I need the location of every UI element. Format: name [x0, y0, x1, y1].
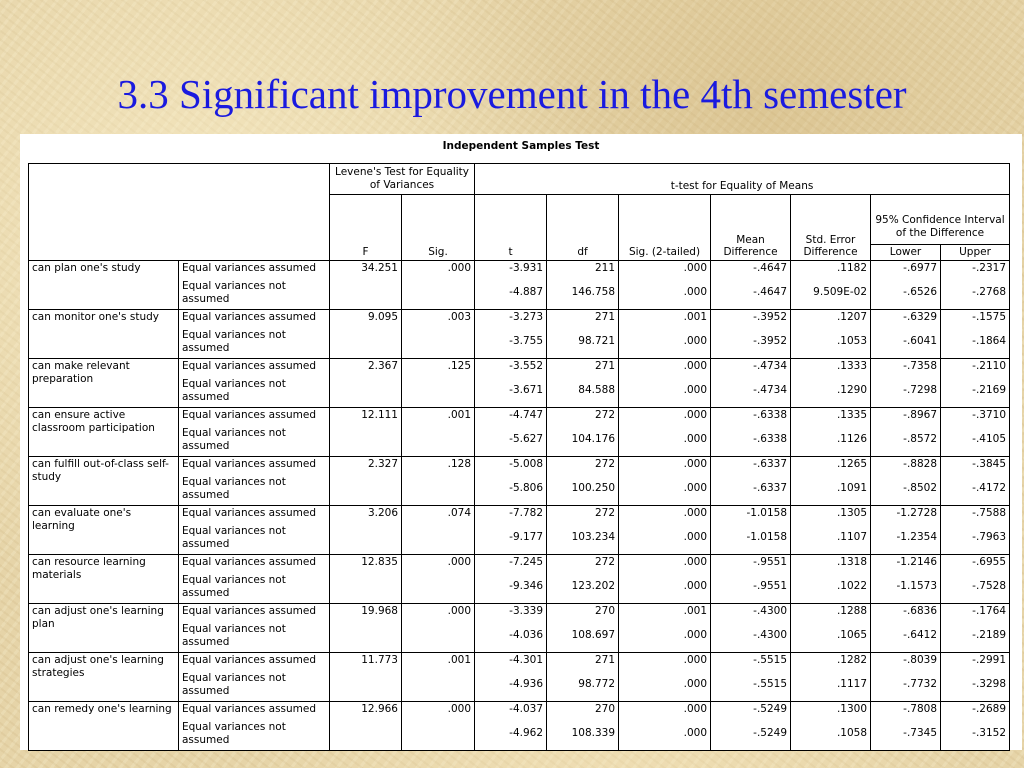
- table-row: [29, 604, 1010, 620]
- cell-se: .1091: [791, 473, 871, 506]
- cell-se: .1282: [791, 653, 871, 669]
- cell-sig2: .000: [619, 653, 711, 669]
- cell-lower: -.6329: [871, 310, 941, 326]
- cell-f-empty: [330, 473, 402, 506]
- cell-se: .1265: [791, 457, 871, 473]
- table-row: [29, 359, 1010, 375]
- cell-sig: .125: [402, 359, 475, 375]
- cell-sig2: .000: [619, 702, 711, 718]
- assumption-label: Equal variances assumed: [179, 555, 330, 571]
- cell-se: .1182: [791, 261, 871, 277]
- cell-t: -3.552: [475, 359, 547, 375]
- cell-df: 104.176: [547, 424, 619, 457]
- cell-upper: -.7963: [941, 522, 1010, 555]
- cell-sig: .000: [402, 261, 475, 277]
- cell-t: -3.273: [475, 310, 547, 326]
- assumption-label: Equal variances assumed: [179, 261, 330, 277]
- cell-df: 211: [547, 261, 619, 277]
- assumption-label: Equal variances assumed: [179, 702, 330, 718]
- table-row: [29, 261, 1010, 277]
- assumption-label: Equal variances not assumed: [179, 571, 330, 604]
- cell-df: 271: [547, 359, 619, 375]
- header-ci-group: [871, 195, 1010, 261]
- row-label: can remedy one's learning: [29, 702, 179, 751]
- cell-mean: -.3952: [711, 310, 791, 326]
- slide-title: 3.3 Significant improvement in the 4th semester: [117, 71, 907, 117]
- cell-df: 271: [547, 310, 619, 326]
- assumption-label: Equal variances assumed: [179, 359, 330, 375]
- row-label: can adjust one's learning strategies: [29, 653, 179, 702]
- cell-sig2: .001: [619, 310, 711, 326]
- cell-f: 11.773: [330, 653, 402, 669]
- cell-sig: .128: [402, 457, 475, 473]
- cell-sig2: .000: [619, 669, 711, 702]
- cell-sig-empty: [402, 571, 475, 604]
- row-label: can ensure active classroom participation: [29, 408, 179, 457]
- cell-mean: -1.0158: [711, 506, 791, 522]
- cell-f-empty: [330, 571, 402, 604]
- cell-sig-empty: [402, 375, 475, 408]
- cell-t: -5.008: [475, 457, 547, 473]
- cell-upper: -.3710: [941, 408, 1010, 424]
- cell-df: 108.697: [547, 620, 619, 653]
- header-upper: Upper: [959, 246, 991, 259]
- cell-upper: -.2189: [941, 620, 1010, 653]
- cell-mean: -.4734: [711, 359, 791, 375]
- header-sig: Sig.: [402, 195, 475, 261]
- cell-df: 100.250: [547, 473, 619, 506]
- cell-f: 2.367: [330, 359, 402, 375]
- cell-sig: .074: [402, 506, 475, 522]
- header-ttest-group: t-test for Equality of Means: [475, 164, 1010, 195]
- cell-upper: -.1575: [941, 310, 1010, 326]
- cell-upper: -.4172: [941, 473, 1010, 506]
- header-mean-difference: Mean Difference: [711, 195, 791, 261]
- cell-t: -7.245: [475, 555, 547, 571]
- table-row: [29, 310, 1010, 326]
- cell-mean: -.6337: [711, 457, 791, 473]
- cell-f: 9.095: [330, 310, 402, 326]
- cell-sig2: .000: [619, 408, 711, 424]
- assumption-label: Equal variances assumed: [179, 653, 330, 669]
- table-row: [29, 408, 1010, 424]
- cell-lower: -.8039: [871, 653, 941, 669]
- cell-lower: -.6041: [871, 326, 941, 359]
- cell-se: 9.509E-02: [791, 277, 871, 310]
- cell-upper: -.2991: [941, 653, 1010, 669]
- cell-mean: -.4647: [711, 261, 791, 277]
- cell-sig2: .000: [619, 457, 711, 473]
- cell-lower: -.8502: [871, 473, 941, 506]
- cell-se: .1318: [791, 555, 871, 571]
- cell-t: -3.671: [475, 375, 547, 408]
- cell-sig-empty: [402, 473, 475, 506]
- cell-sig-empty: [402, 424, 475, 457]
- cell-lower: -.7298: [871, 375, 941, 408]
- cell-t: -4.747: [475, 408, 547, 424]
- cell-se: .1058: [791, 718, 871, 751]
- cell-df: 272: [547, 555, 619, 571]
- cell-upper: -.2689: [941, 702, 1010, 718]
- cell-upper: -.2768: [941, 277, 1010, 310]
- cell-upper: -.7588: [941, 506, 1010, 522]
- cell-mean: -.4300: [711, 620, 791, 653]
- cell-sig-empty: [402, 326, 475, 359]
- table-heading: Independent Samples Test: [442, 140, 600, 152]
- cell-se: .1053: [791, 326, 871, 359]
- cell-f-empty: [330, 669, 402, 702]
- cell-upper: -.3845: [941, 457, 1010, 473]
- cell-se: .1300: [791, 702, 871, 718]
- cell-sig2: .000: [619, 473, 711, 506]
- cell-upper: -.7528: [941, 571, 1010, 604]
- header-ci-label: 95% Confidence Interval of the Difference: [875, 214, 1005, 240]
- cell-sig-empty: [402, 718, 475, 751]
- assumption-label: Equal variances assumed: [179, 604, 330, 620]
- header-t: t: [475, 195, 547, 261]
- cell-se: .1065: [791, 620, 871, 653]
- cell-t: -9.346: [475, 571, 547, 604]
- cell-mean: -.6337: [711, 473, 791, 506]
- cell-df: 146.758: [547, 277, 619, 310]
- cell-t: -3.339: [475, 604, 547, 620]
- cell-upper: -.1764: [941, 604, 1010, 620]
- header-df: df: [547, 195, 619, 261]
- row-label: can fulfill out-of-class self-study: [29, 457, 179, 506]
- cell-t: -5.806: [475, 473, 547, 506]
- cell-sig-empty: [402, 669, 475, 702]
- cell-f-empty: [330, 522, 402, 555]
- cell-sig: .001: [402, 653, 475, 669]
- cell-t: -4.036: [475, 620, 547, 653]
- cell-mean: -.6338: [711, 408, 791, 424]
- assumption-label: Equal variances assumed: [179, 408, 330, 424]
- cell-df: 84.588: [547, 375, 619, 408]
- cell-mean: -1.0158: [711, 522, 791, 555]
- cell-mean: -.5515: [711, 653, 791, 669]
- row-label: can monitor one's study: [29, 310, 179, 359]
- cell-upper: -.2169: [941, 375, 1010, 408]
- cell-lower: -1.2728: [871, 506, 941, 522]
- cell-t: -3.931: [475, 261, 547, 277]
- cell-mean: -.5249: [711, 718, 791, 751]
- cell-t: -4.037: [475, 702, 547, 718]
- cell-sig2: .000: [619, 522, 711, 555]
- header-std-error-difference: Std. Error Difference: [791, 195, 871, 261]
- table-body: [29, 261, 1010, 751]
- cell-sig2: .001: [619, 604, 711, 620]
- cell-se: .1290: [791, 375, 871, 408]
- cell-sig2: .000: [619, 620, 711, 653]
- cell-mean: -.4734: [711, 375, 791, 408]
- assumption-label: Equal variances not assumed: [179, 473, 330, 506]
- table-row: [29, 653, 1010, 669]
- cell-df: 272: [547, 506, 619, 522]
- assumption-label: Equal variances not assumed: [179, 375, 330, 408]
- cell-sig-empty: [402, 620, 475, 653]
- cell-lower: -.7345: [871, 718, 941, 751]
- cell-mean: -.5515: [711, 669, 791, 702]
- cell-se: .1107: [791, 522, 871, 555]
- cell-mean: -.6338: [711, 424, 791, 457]
- cell-f: 12.111: [330, 408, 402, 424]
- cell-f-empty: [330, 424, 402, 457]
- cell-lower: -.6977: [871, 261, 941, 277]
- cell-se: .1335: [791, 408, 871, 424]
- cell-mean: -.5249: [711, 702, 791, 718]
- cell-sig: .000: [402, 702, 475, 718]
- cell-df: 123.202: [547, 571, 619, 604]
- cell-lower: -.8967: [871, 408, 941, 424]
- cell-mean: -.4647: [711, 277, 791, 310]
- cell-f: 12.966: [330, 702, 402, 718]
- cell-sig2: .000: [619, 555, 711, 571]
- cell-f: 34.251: [330, 261, 402, 277]
- table-row: [29, 555, 1010, 571]
- cell-lower: -1.1573: [871, 571, 941, 604]
- assumption-label: Equal variances not assumed: [179, 522, 330, 555]
- cell-df: 103.234: [547, 522, 619, 555]
- cell-df: 270: [547, 702, 619, 718]
- cell-lower: -.8828: [871, 457, 941, 473]
- cell-se: .1207: [791, 310, 871, 326]
- cell-t: -4.887: [475, 277, 547, 310]
- table-row: [29, 702, 1010, 718]
- cell-lower: -.7732: [871, 669, 941, 702]
- cell-upper: -.3152: [941, 718, 1010, 751]
- cell-t: -4.301: [475, 653, 547, 669]
- table-row: [29, 506, 1010, 522]
- cell-upper: -.2317: [941, 261, 1010, 277]
- cell-se: .1117: [791, 669, 871, 702]
- assumption-label: Equal variances not assumed: [179, 326, 330, 359]
- table-row: [29, 457, 1010, 473]
- row-label: can resource learning materials: [29, 555, 179, 604]
- cell-upper: -.4105: [941, 424, 1010, 457]
- cell-sig: .000: [402, 604, 475, 620]
- cell-f-empty: [330, 620, 402, 653]
- cell-lower: -.6526: [871, 277, 941, 310]
- cell-f-empty: [330, 718, 402, 751]
- cell-df: 272: [547, 408, 619, 424]
- cell-f-empty: [330, 326, 402, 359]
- cell-sig2: .000: [619, 718, 711, 751]
- cell-lower: -1.2146: [871, 555, 941, 571]
- cell-f-empty: [330, 375, 402, 408]
- row-label: can evaluate one's learning: [29, 506, 179, 555]
- cell-sig-empty: [402, 277, 475, 310]
- cell-upper: -.2110: [941, 359, 1010, 375]
- cell-t: -3.755: [475, 326, 547, 359]
- cell-se: .1126: [791, 424, 871, 457]
- cell-se: .1288: [791, 604, 871, 620]
- cell-t: -5.627: [475, 424, 547, 457]
- cell-se: .1333: [791, 359, 871, 375]
- cell-sig: .001: [402, 408, 475, 424]
- cell-t: -7.782: [475, 506, 547, 522]
- cell-sig2: .000: [619, 359, 711, 375]
- cell-sig2: .000: [619, 326, 711, 359]
- cell-f: 12.835: [330, 555, 402, 571]
- assumption-label: Equal variances not assumed: [179, 718, 330, 751]
- header-blank: [29, 164, 330, 195]
- header-levene-group: Levene's Test for Equality of Variances: [330, 164, 475, 195]
- cell-t: -9.177: [475, 522, 547, 555]
- cell-df: 108.339: [547, 718, 619, 751]
- cell-sig: .003: [402, 310, 475, 326]
- cell-t: -4.936: [475, 669, 547, 702]
- cell-sig: .000: [402, 555, 475, 571]
- header-ci-subheaders: [871, 244, 1009, 260]
- cell-mean: -.9551: [711, 555, 791, 571]
- assumption-label: Equal variances assumed: [179, 310, 330, 326]
- row-label: can plan one's study: [29, 261, 179, 310]
- cell-sig2: .000: [619, 375, 711, 408]
- cell-sig-empty: [402, 522, 475, 555]
- assumption-label: Equal variances not assumed: [179, 620, 330, 653]
- cell-df: 271: [547, 653, 619, 669]
- cell-f: 19.968: [330, 604, 402, 620]
- header-f: F: [330, 195, 402, 261]
- cell-se: .1022: [791, 571, 871, 604]
- assumption-label: Equal variances not assumed: [179, 277, 330, 310]
- cell-mean: -.4300: [711, 604, 791, 620]
- cell-lower: -.7358: [871, 359, 941, 375]
- assumption-label: Equal variances assumed: [179, 457, 330, 473]
- cell-sig2: .000: [619, 261, 711, 277]
- cell-mean: -.3952: [711, 326, 791, 359]
- independent-samples-test-table: [28, 163, 1010, 751]
- cell-sig2: .000: [619, 571, 711, 604]
- cell-lower: -.7808: [871, 702, 941, 718]
- cell-lower: -1.2354: [871, 522, 941, 555]
- cell-df: 98.721: [547, 326, 619, 359]
- cell-df: 270: [547, 604, 619, 620]
- cell-df: 272: [547, 457, 619, 473]
- row-label: can adjust one's learning plan: [29, 604, 179, 653]
- cell-f: 2.327: [330, 457, 402, 473]
- cell-f-empty: [330, 277, 402, 310]
- cell-upper: -.1864: [941, 326, 1010, 359]
- cell-sig2: .000: [619, 424, 711, 457]
- cell-sig2: .000: [619, 277, 711, 310]
- cell-upper: -.3298: [941, 669, 1010, 702]
- cell-sig2: .000: [619, 506, 711, 522]
- assumption-label: Equal variances not assumed: [179, 424, 330, 457]
- row-label: can make relevant preparation: [29, 359, 179, 408]
- cell-upper: -.6955: [941, 555, 1010, 571]
- cell-mean: -.9551: [711, 571, 791, 604]
- cell-t: -4.962: [475, 718, 547, 751]
- cell-lower: -.6412: [871, 620, 941, 653]
- header-lower: Lower: [871, 245, 941, 260]
- header-blank-bottom: [29, 195, 330, 261]
- assumption-label: Equal variances not assumed: [179, 669, 330, 702]
- header-sig2: Sig. (2-tailed): [619, 195, 711, 261]
- cell-df: 98.772: [547, 669, 619, 702]
- cell-lower: -.6836: [871, 604, 941, 620]
- cell-lower: -.8572: [871, 424, 941, 457]
- cell-f: 3.206: [330, 506, 402, 522]
- cell-se: .1305: [791, 506, 871, 522]
- assumption-label: Equal variances assumed: [179, 506, 330, 522]
